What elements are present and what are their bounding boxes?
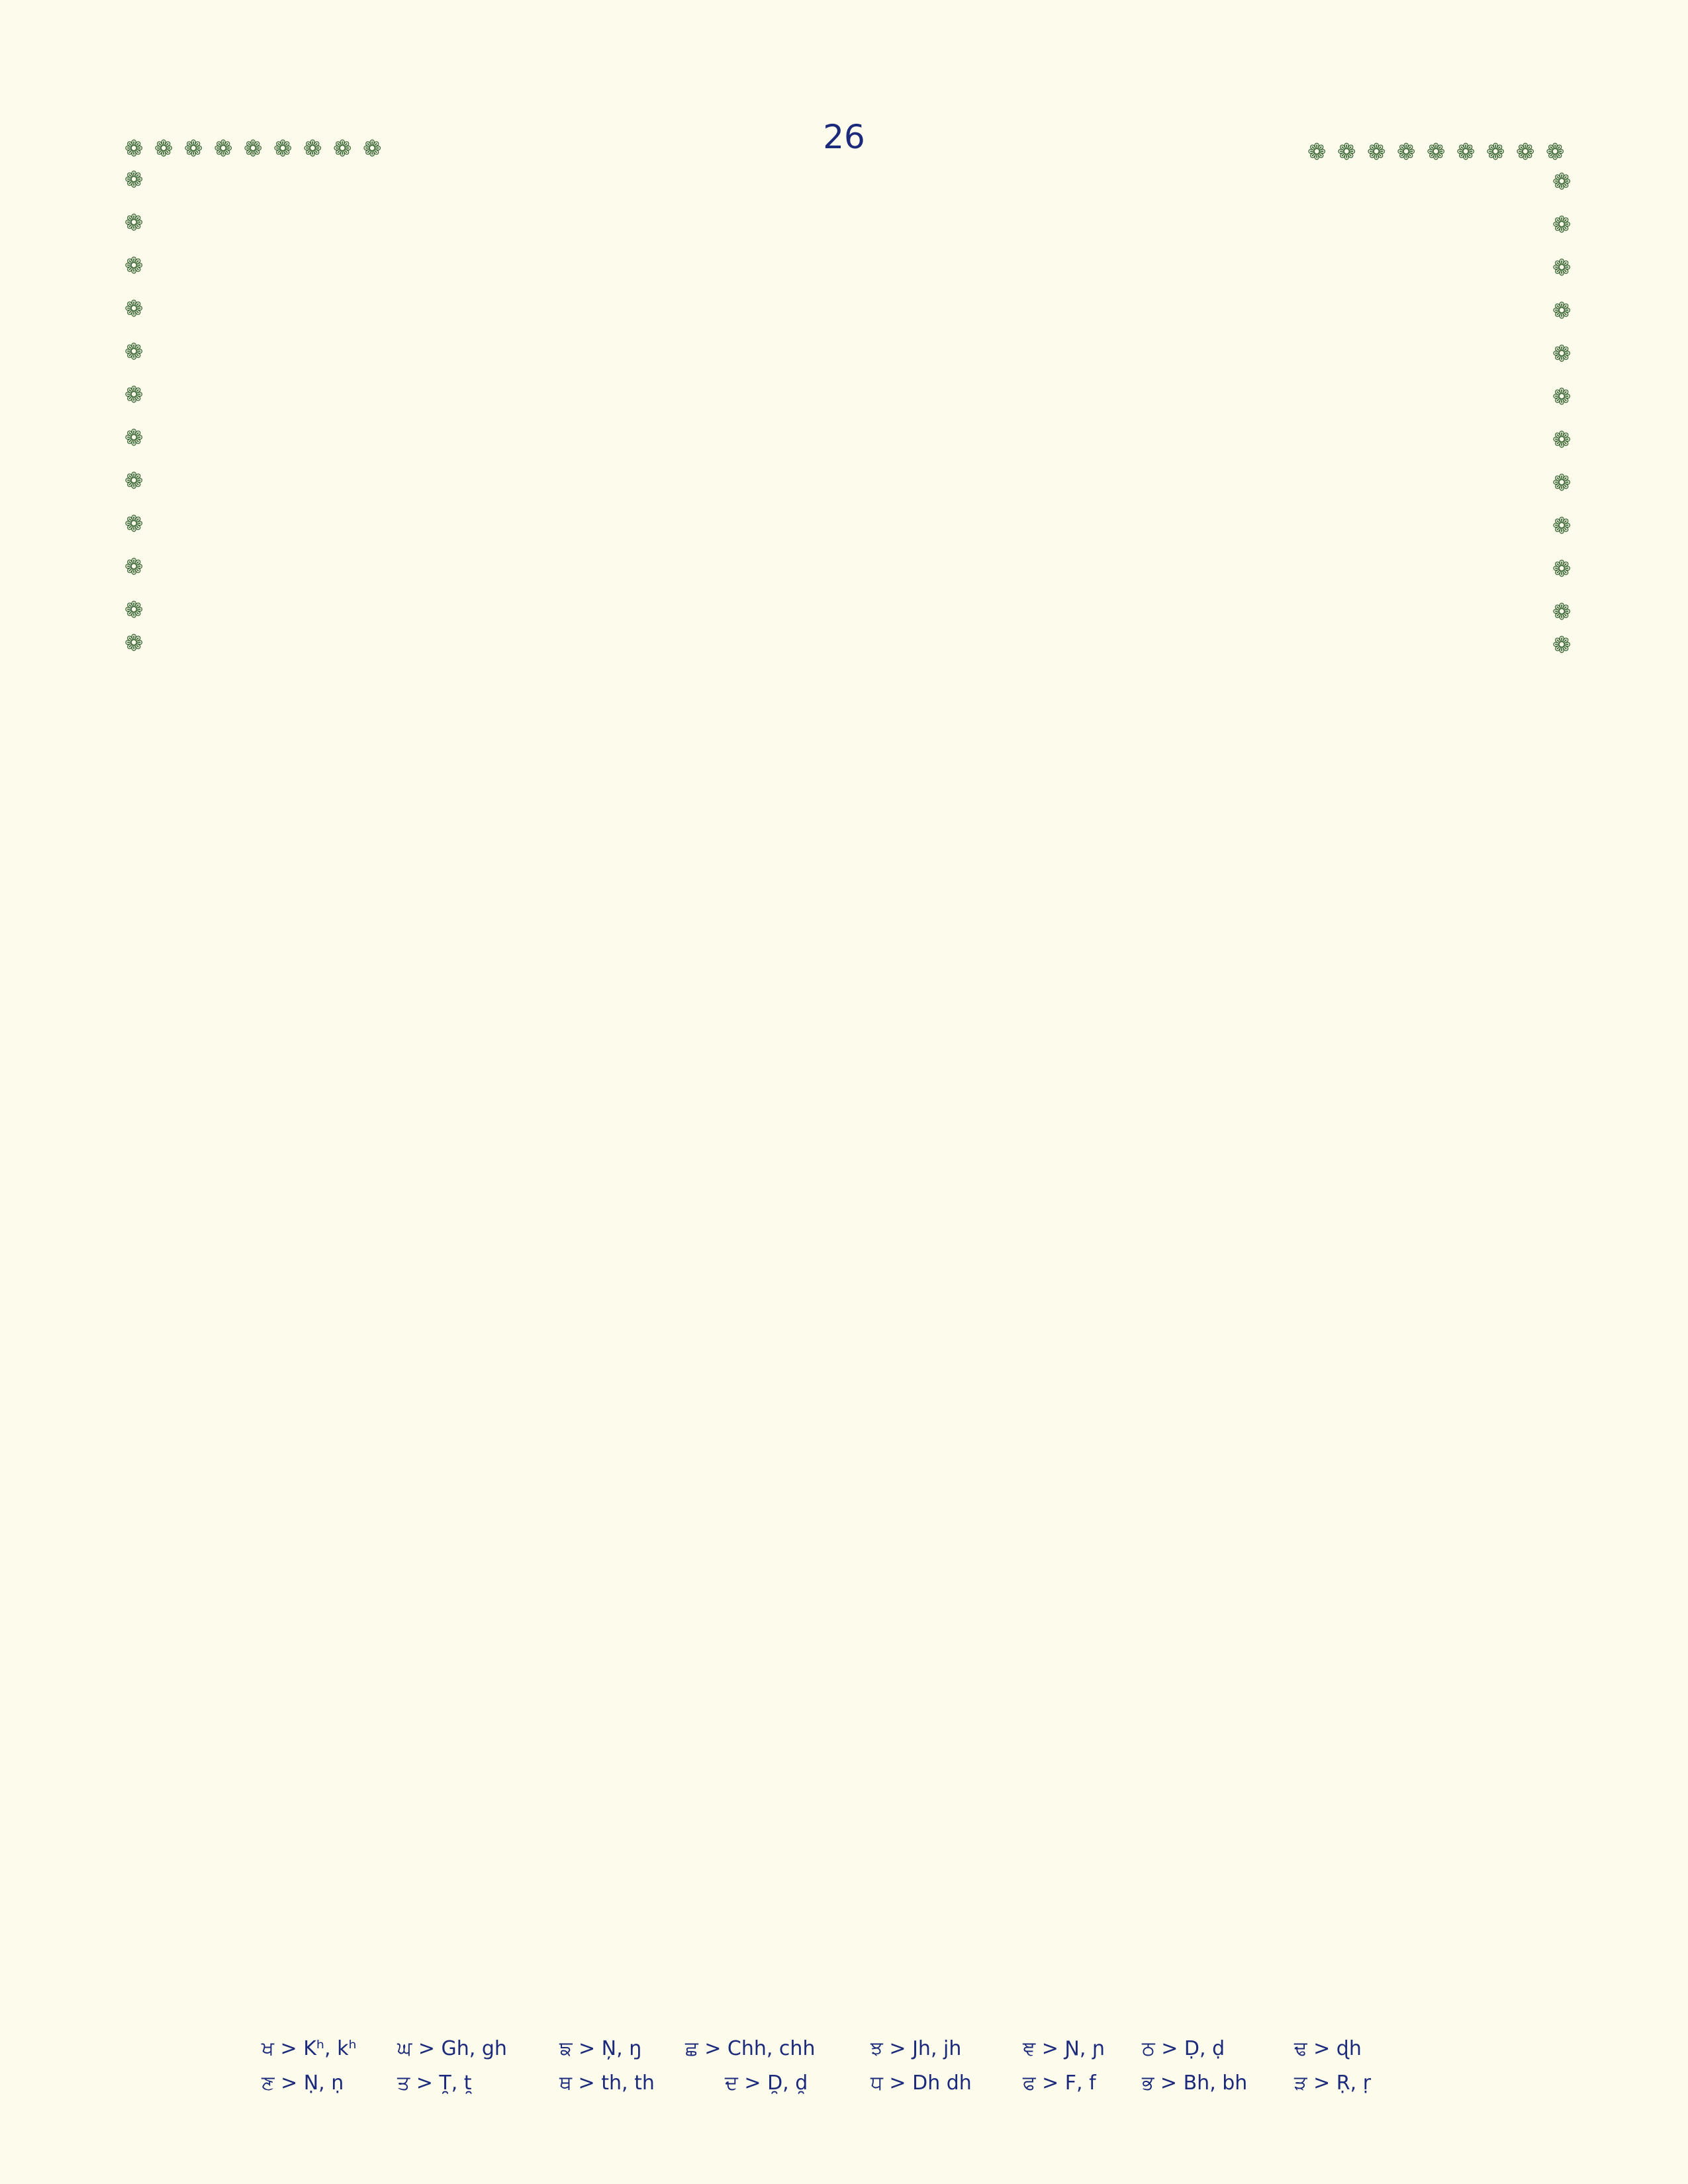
flower-ornament-icon: ❁ <box>1307 139 1327 165</box>
flower-ornament-icon: ❁ <box>1552 427 1571 453</box>
flower-ornament-icon: ❁ <box>1552 632 1571 659</box>
flower-ornament-icon: ❁ <box>1552 470 1571 496</box>
flower-ornament-icon: ❁ <box>124 554 144 580</box>
legend-entry: ਠ > Ḍ, ḍ <box>1142 2037 1225 2060</box>
flower-ornament-icon: ❁ <box>124 468 144 494</box>
flower-ornament-icon: ❁ <box>1367 139 1386 165</box>
verse-row <box>0 1788 1688 1888</box>
verse-row <box>0 498 1688 597</box>
legend-entry: ਣ > Ṇ, ṇ <box>261 2071 344 2095</box>
flower-ornament-icon: ❁ <box>184 136 203 162</box>
flower-ornament-icon: ❁ <box>124 597 144 623</box>
verse-row <box>0 796 1688 895</box>
legend-entry: ਘ > Gh, gh <box>397 2037 507 2060</box>
legend-entry: ੜ > Ṛ, ṛ <box>1294 2071 1372 2095</box>
flower-ornament-icon: ❁ <box>1552 255 1571 281</box>
verse-row <box>0 1391 1688 1490</box>
verse-row <box>0 597 1688 696</box>
legend-entry: ਞ > Ɲ, ɲ <box>1023 2037 1105 2060</box>
flower-ornament-icon: ❁ <box>1546 139 1565 165</box>
flower-ornament-icon: ❁ <box>1337 139 1356 165</box>
flower-ornament-icon: ❁ <box>124 253 144 279</box>
flower-ornament-icon: ❁ <box>363 136 382 162</box>
flower-ornament-icon: ❁ <box>244 136 263 162</box>
flower-ornament-icon: ❁ <box>1552 384 1571 410</box>
flower-ornament-icon: ❁ <box>1552 513 1571 539</box>
flower-ornament-icon: ❁ <box>124 296 144 322</box>
flower-ornament-icon: ❁ <box>1552 298 1571 324</box>
verse-row <box>0 895 1688 994</box>
verse-row <box>0 1888 1688 1987</box>
flower-ornament-icon: ❁ <box>1552 599 1571 625</box>
flower-ornament-icon: ❁ <box>124 382 144 408</box>
flower-ornament-icon: ❁ <box>1552 556 1571 582</box>
flower-ornament-icon: ❁ <box>1552 341 1571 367</box>
flower-ornament-icon: ❁ <box>1427 139 1446 165</box>
flower-ornament-icon: ❁ <box>1552 212 1571 238</box>
flower-ornament-icon: ❁ <box>124 210 144 236</box>
legend-entry: ਧ > Dh dh <box>870 2071 972 2095</box>
flower-ornament-icon: ❁ <box>1486 139 1505 165</box>
flower-ornament-icon: ❁ <box>124 511 144 537</box>
verse-row <box>0 398 1688 498</box>
verse-row <box>0 200 1688 299</box>
flower-ornament-icon: ❁ <box>124 167 144 193</box>
transliteration-legend <box>261 2037 1453 2106</box>
flower-ornament-icon: ❁ <box>1552 169 1571 195</box>
legend-entry: ਝ > Jh, jh <box>870 2037 962 2060</box>
flower-ornament-icon: ❁ <box>124 136 144 162</box>
legend-entry: ਙ > Ņ, ŋ <box>559 2037 642 2060</box>
page-number: 26 <box>823 118 865 156</box>
verse-row <box>0 1292 1688 1391</box>
flower-ornament-icon: ❁ <box>1397 139 1416 165</box>
flower-ornament-icon: ❁ <box>273 136 293 162</box>
legend-row <box>261 2037 1453 2071</box>
flower-ornament-icon: ❁ <box>1516 139 1535 165</box>
legend-entry: ਛ > Chh, chh <box>685 2037 816 2060</box>
flower-ornament-icon: ❁ <box>154 136 173 162</box>
flower-ornament-icon: ❁ <box>1456 139 1476 165</box>
legend-entry: ਤ > T̯, t̯ <box>397 2071 472 2095</box>
verse-row <box>0 1193 1688 1292</box>
flower-ornament-icon: ❁ <box>333 136 352 162</box>
verse-row <box>0 696 1688 796</box>
verse-row <box>0 994 1688 1093</box>
legend-entry: ਭ > Bh, bh <box>1142 2071 1248 2095</box>
verse-row <box>0 1093 1688 1193</box>
flower-ornament-icon: ❁ <box>214 136 233 162</box>
flower-ornament-icon: ❁ <box>303 136 322 162</box>
verse-row <box>0 296 1688 398</box>
legend-entry: ਖ > Kʰ, kʰ <box>261 2037 357 2060</box>
flower-ornament-icon: ❁ <box>124 630 144 657</box>
legend-entry: ਦ > D̯, d̯ <box>725 2071 808 2095</box>
legend-row <box>261 2071 1453 2106</box>
verse-row <box>0 1590 1688 1689</box>
legend-entry: ਫ > F, f <box>1023 2071 1096 2095</box>
legend-entry: ਥ > th, th <box>559 2071 655 2095</box>
flower-ornament-icon: ❁ <box>124 425 144 451</box>
flower-ornament-icon: ❁ <box>124 339 144 365</box>
verse-row <box>0 1689 1688 1788</box>
verse-row <box>0 1490 1688 1590</box>
legend-entry: ਢ > ɖh <box>1294 2037 1362 2060</box>
